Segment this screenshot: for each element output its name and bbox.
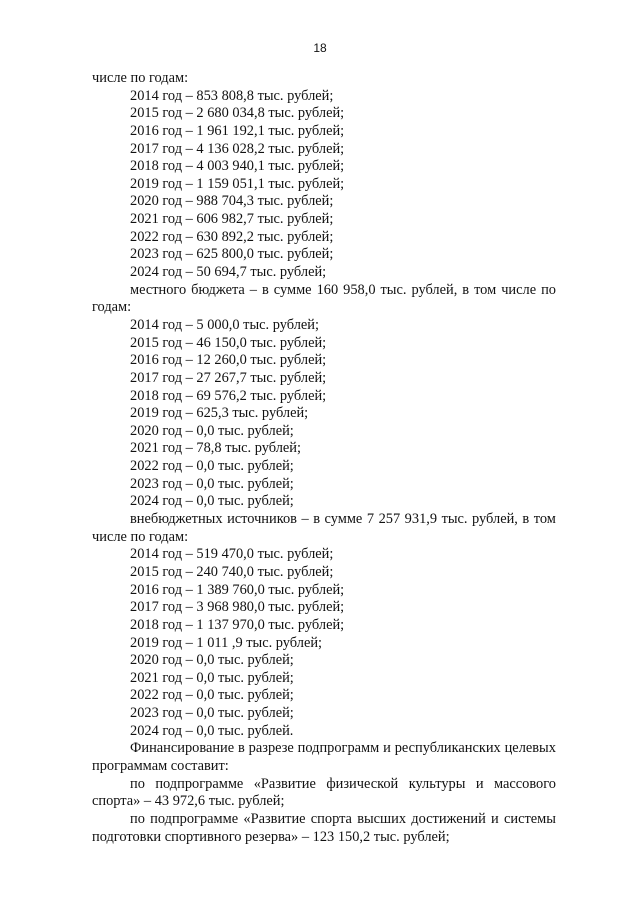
list-item: 2019 год – 1 011 ,9 тыс. рублей; [130, 634, 323, 651]
word: сумме [324, 511, 363, 528]
list-item: 2022 год – 630 892,2 тыс. рублей; [130, 228, 334, 245]
word: по [130, 775, 145, 792]
word: подпрограмме [155, 775, 244, 792]
word: республиканских [394, 740, 501, 757]
word: тыс. [441, 511, 468, 528]
word: разрезе [248, 740, 294, 757]
list-item: 2018 год – 4 003 940,1 тыс. рублей; [130, 158, 345, 175]
word: сумме [273, 281, 312, 298]
document-body [92, 70, 556, 846]
word: «Развитие [253, 775, 316, 792]
list-item: 2021 год – 606 982,7 тыс. рублей; [130, 211, 334, 228]
word: по [130, 810, 145, 827]
list-item: 2018 год – 1 137 970,0 тыс. рублей; [130, 616, 345, 633]
extrabudgetary-heading [92, 511, 556, 529]
word: тыс. [380, 281, 407, 298]
word: физической [326, 775, 399, 792]
word: бюджета [191, 281, 245, 298]
list-item: 2023 год – 625 800,0 тыс. рублей; [130, 246, 334, 263]
list-item: 2014 год – 519 470,0 тыс. рублей; [130, 546, 334, 563]
list-item: 2017 год – 4 136 028,2 тыс. рублей; [130, 140, 345, 157]
list-item: 2022 год – 0,0 тыс. рублей; [130, 458, 294, 475]
extrabudgetary-years-list [92, 546, 556, 740]
list-item: 2014 год – 853 808,8 тыс. рублей; [130, 87, 334, 104]
word: в [462, 281, 470, 298]
word: и [383, 740, 391, 757]
word: высших [357, 810, 407, 827]
intro-line: числе по годам: [92, 70, 189, 86]
word: числе [501, 281, 537, 298]
subprogram-mass-sport-cont: спорта» – 43 972,6 тыс. рублей; [92, 793, 285, 810]
word: в [261, 281, 269, 298]
list-item: 2022 год – 0,0 тыс. рублей; [130, 687, 294, 704]
word: рублей, [411, 281, 458, 298]
list-item: 2017 год – 3 968 980,0 тыс. рублей; [130, 599, 345, 616]
list-item: 2023 год – 0,0 тыс. рублей; [130, 705, 294, 722]
extrabudgetary-heading-cont: числе по годам: [92, 528, 189, 545]
word: в [238, 740, 245, 757]
list-item: 2015 год – 240 740,0 тыс. рублей; [130, 563, 334, 580]
list-item: 2016 год – 12 260,0 тыс. рублей; [130, 352, 327, 369]
word: 958,0 [343, 281, 376, 298]
word: подпрограмме [150, 810, 239, 827]
local-years-list [92, 317, 556, 511]
word: подпрограмм [297, 740, 380, 757]
subprogram-high-performance [92, 811, 556, 829]
list-item: 2015 год – 2 680 034,8 тыс. рублей; [130, 105, 345, 122]
word: спорта [310, 810, 352, 827]
subprogram-mass-sport [92, 776, 556, 794]
list-item: 2021 год – 78,8 тыс. рублей; [130, 440, 301, 457]
list-item: 2016 год – 1 961 192,1 тыс. рублей; [130, 122, 345, 139]
subprogram-high-performance-cont: подготовки спортивного резерва» – 123 150,2 тыс. рублей; [92, 828, 450, 845]
local-budget-heading [92, 282, 556, 300]
local-budget-heading-cont: годам: [92, 299, 132, 316]
financing-paragraph-cont: программам составит: [92, 757, 229, 774]
word: 7 [366, 511, 375, 528]
word: и [475, 775, 484, 792]
word: 160 [316, 281, 339, 298]
word: – [301, 511, 309, 528]
list-item: 2020 год – 988 704,3 тыс. рублей; [130, 193, 334, 210]
word: системы [504, 810, 556, 827]
word: культуры [408, 775, 466, 792]
federal-years-list [92, 88, 556, 282]
word: Финансирование [130, 740, 235, 757]
word: местного [130, 281, 187, 298]
list-item: 2018 год – 69 576,2 тыс. рублей; [130, 387, 327, 404]
list-item: 2019 год – 625,3 тыс. рублей; [130, 405, 309, 422]
list-item: 2024 год – 50 694,7 тыс. рублей; [130, 264, 327, 281]
word: в [313, 511, 320, 528]
list-item: 2024 год – 0,0 тыс. рублей. [130, 722, 294, 739]
list-item: 2014 год – 5 000,0 тыс. рублей; [130, 316, 319, 333]
word: – [249, 281, 257, 298]
list-item: 2020 год – 0,0 тыс. рублей; [130, 652, 294, 669]
word: целевых [504, 740, 556, 757]
word: в [522, 511, 530, 528]
word: внебюджетных [130, 511, 223, 528]
word: 931,9 [404, 511, 438, 528]
list-item: 2016 год – 1 389 760,0 тыс. рублей; [130, 581, 345, 598]
word: том [474, 281, 497, 298]
list-item: 2017 год – 27 267,7 тыс. рублей; [130, 369, 327, 386]
word: по [541, 281, 556, 298]
list-item: 2015 год – 46 150,0 тыс. рублей; [130, 334, 327, 351]
word: том [533, 511, 556, 528]
list-item: 2020 год – 0,0 тыс. рублей; [130, 422, 294, 439]
list-item: 2023 год – 0,0 тыс. рублей; [130, 475, 294, 492]
word: и [491, 810, 499, 827]
word: рублей, [472, 511, 518, 528]
list-item: 2019 год – 1 159 051,1 тыс. рублей; [130, 175, 345, 192]
list-item: 2021 год – 0,0 тыс. рублей; [130, 669, 294, 686]
page-number: 18 [313, 41, 327, 55]
financing-paragraph [92, 740, 556, 758]
word: «Развитие [243, 810, 306, 827]
word: источников [227, 511, 297, 528]
list-item: 2024 год – 0,0 тыс. рублей; [130, 493, 294, 510]
word: 257 [378, 511, 401, 528]
word: массового [493, 775, 556, 792]
word: достижений [411, 810, 486, 827]
